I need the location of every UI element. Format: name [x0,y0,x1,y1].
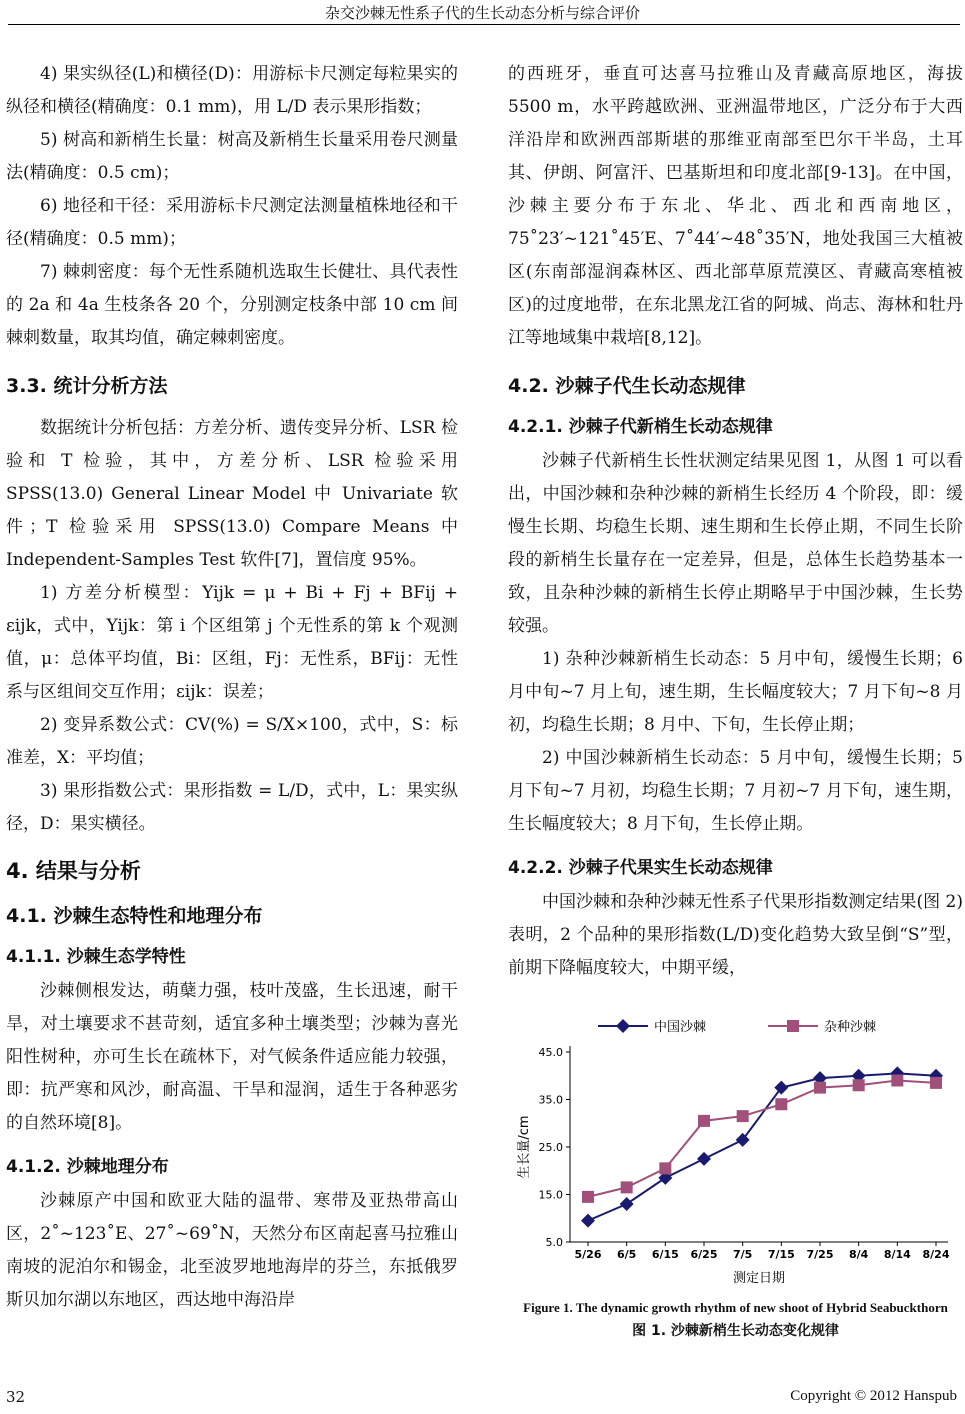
x-tick-label: 8/4 [849,1248,869,1261]
figure-caption-cn: 图 1. 沙棘新梢生长动态变化规律 [632,1323,839,1339]
geography-paragraph-cont: 的西班牙，垂直可达喜马拉雅山及青藏高原地区，海拔 5500 m，水平跨越欧洲、亚洲温带地区，广泛分布于大西洋沿岸和欧洲西部斯堪的那维亚南部至巴尔干半岛，土耳其、伊朗、阿富汗、巴基斯坦和印度北部[9-13]。在中国，沙棘主要分布于东北、华北、西北和西南地区，75˚23′~121˚45′E、7˚44′~48˚35′N，地处我国三大植被区(东南部湿润森林区、西北部草原荒漠区、青藏高寒植被区)的过度地带，在东北黑龙江省的阿城、尚志、海林和牡丹江等地域集中栽培[8,12]。 [508,64,963,348]
x-tick-label: 5/26 [574,1248,602,1261]
data-point-square [814,1082,826,1094]
section-heading-3-3: 3.3. 统计分析方法 [6,375,168,397]
data-point-square [891,1075,903,1087]
y-tick-label: 35.0 [538,1093,563,1107]
section-heading-4-1: 4.1. 沙棘生态特性和地理分布 [6,905,263,927]
x-axis-title: 测定日期 [732,1271,786,1286]
x-tick-label: 6/25 [690,1248,718,1261]
y-tick-label: 45.0 [538,1046,563,1059]
y-axis-title: 生长量/cm [517,1115,532,1179]
formula-fruit-shape: 3) 果形指数公式：果形指数 = L/D，式中，L：果实纵径，D：果实横径。 [6,781,458,834]
formula-cv: 2) 变异系数公式：CV(%) = S/X×100，式中，S：标准差，X：平均值； [6,715,458,768]
ecology-paragraph: 沙棘侧根发达，萌蘖力强，枝叶茂盛，生长迅速，耐干旱，对土壤要求不甚苛刻，适宜多种土壤类型；沙棘为喜光阳性树种，亦可生长在疏林下，对气候条件适应能力较强，即：抗严寒和风沙，耐高温、干旱和湿润，适生于各种恶劣的自然环境[8]。 [6,981,458,1133]
x-tick-label: 7/25 [806,1248,834,1261]
fruit-paragraph: 中国沙棘和杂种沙棘无性系子代果形指数测定结果(图 2)表明，2 个品种的果形指数(L/D)变化趋势大致呈倒“S”型，前期下降幅度较大，中期平缓， [508,892,963,978]
x-tick-label: 8/14 [883,1248,911,1261]
data-point-square [775,1098,787,1110]
data-point-square [659,1162,671,1174]
data-point-square [853,1079,865,1091]
method-item-4: 4) 果实纵径(L)和横径(D)：用游标卡尺测定每粒果实的纵径和横径(精确度：0.1 mm)，用 L/D 表示果形指数； [6,64,458,117]
formula-anova: 1) 方差分析模型：Yijk = μ + Bi + Fj + BFij + εijk，式中，Yijk：第 i 个区组第 j 个无性系的第 k 个观测值，μ：总体平均值，Bi：区组，Fj：无性系，BFij：无性系与区组间交互作用；εijk：误差； [6,583,458,702]
figure-1 [508,1012,963,1340]
data-point-square [930,1077,942,1089]
growth-chart [508,1012,963,1292]
geography-paragraph: 沙棘原产中国和欧亚大陆的温带、寒带及亚热带高山区，2˚~123˚E、27˚~69˚N，天然分布区南起喜马拉雅山南坡的泥泊尔和锡金，北至波罗地地海岸的芬兰，东抵俄罗斯贝加尔湖以东地区，西达地中海沿岸 [6,1191,458,1310]
hybrid-shoot-paragraph: 1) 杂种沙棘新梢生长动态：5 月中旬，缓慢生长期；6 月中旬~7 月上旬，速生期，生长幅度较大；7 月下旬~8 月初，均稳生长期；8 月中、下旬，生长停止期； [508,649,963,735]
method-item-5: 5) 树高和新梢生长量：树高及新梢生长量采用卷尺测量法(精确度：0.5 cm)； [6,130,458,183]
legend-marker-square [787,1020,799,1032]
right-column [508,58,963,985]
copyright: Copyright © 2012 Hanspub [790,1388,957,1404]
data-point-square [737,1110,749,1122]
data-point-square [621,1181,633,1193]
section-heading-4-2: 4.2. 沙棘子代生长动态规律 [508,375,746,397]
x-tick-label: 7/15 [767,1248,795,1261]
china-shoot-paragraph: 2) 中国沙棘新梢生长动态：5 月中旬，缓慢生长期；5 月下旬~7 月初，均稳生长期；7 月初~7 月下旬，速生期，生长幅度较大；8 月下旬，生长停止期。 [508,748,963,834]
x-tick-label: 6/15 [651,1248,679,1261]
data-point-square [698,1115,710,1127]
x-tick-label: 6/5 [617,1248,637,1261]
legend-label-0: 中国沙棘 [654,1020,707,1035]
figure-caption-en: Figure 1. The dynamic growth rhythm of new shoot of Hybrid Seabuckthorn [523,1300,948,1315]
x-tick-label: 8/24 [922,1248,950,1261]
running-header: 杂交沙棘无性系子代的生长动态分析与综合评价 [324,4,640,22]
section-heading-4-2-1: 4.2.1. 沙棘子代新梢生长动态规律 [508,417,773,437]
header-rule [8,24,960,25]
y-tick-label: 15.0 [538,1188,563,1202]
method-item-6: 6) 地径和干径：采用游标卡尺测定法测量植株地径和干径(精确度：0.5 mm)； [6,196,458,249]
data-point-square [582,1191,594,1203]
section-heading-4-1-1: 4.1.1. 沙棘生态学特性 [6,947,186,967]
section-heading-4: 4. 结果与分析 [6,859,141,883]
x-tick-label: 7/5 [733,1248,753,1261]
page-number: 32 [6,1388,26,1406]
y-tick-label: 25.0 [538,1141,563,1154]
section-heading-4-1-2: 4.1.2. 沙棘地理分布 [6,1157,169,1177]
method-item-7: 7) 棘刺密度：每个无性系随机选取生长健壮、具代表性的 2a 和 4a 生枝条各 20 个，分别测定枝条中部 10 cm 间棘刺数量，取其均值，确定棘刺密度。 [6,262,458,348]
shoot-paragraph: 沙棘子代新梢生长性状测定结果见图 1，从图 1 可以看出，中国沙棘和杂种沙棘的新梢生长经历 4 个阶段，即：缓慢生长期、均稳生长期、速生期和生长停止期，不同生长阶段的新梢生长量存在一定差异，但是，总体生长趋势基本一致，且杂种沙棘的新梢生长停止期略早于中国沙棘，生长势较强。 [508,451,963,636]
section-heading-4-2-2: 4.2.2. 沙棘子代果实生长动态规律 [508,858,773,878]
legend-label-1: 杂种沙棘 [824,1020,877,1035]
left-column [6,58,458,1317]
stats-paragraph: 数据统计分析包括：方差分析、遗传变异分析、LSR 检验和 T 检验，其中，方差分析、LSR 检验采用 SPSS(13.0) General Linear Model 中 Univariate 软件；T 检验采用 SPSS(13.0) Compare Means 中 Independent-Samples Test 软件[7]，置信度 95%。 [6,418,458,570]
y-tick-label: 5.0 [545,1236,563,1249]
